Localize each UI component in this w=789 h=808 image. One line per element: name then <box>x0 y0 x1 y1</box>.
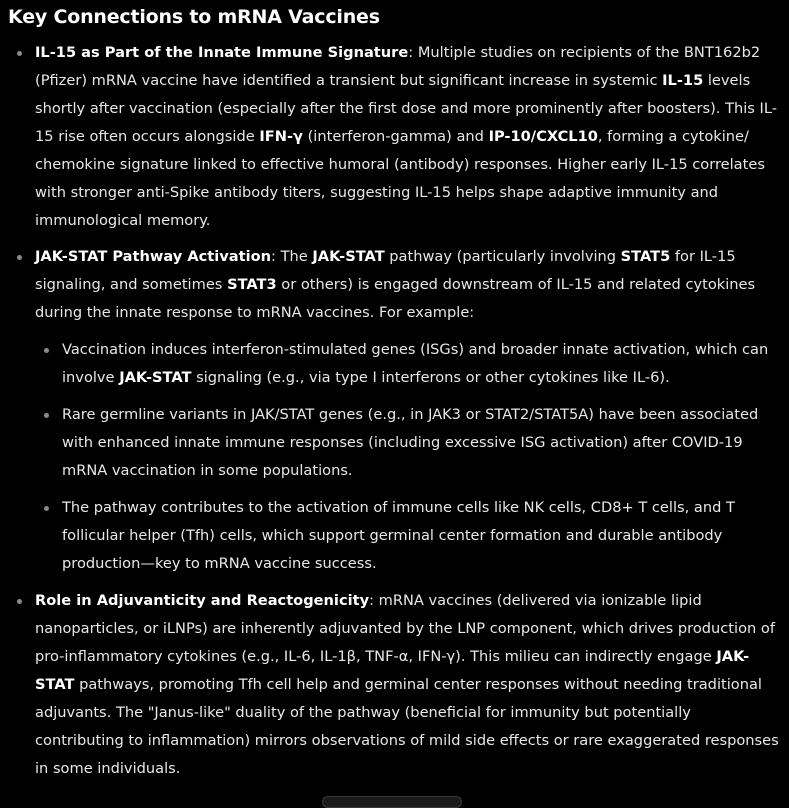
item-bold-term: IP-10/CXCL10 <box>488 128 598 145</box>
sub-item-text: The pathway contributes to the activation of immune cells like NK cells, CD8+ T cells, and T follicular helper (Tfh) cells, which support germinal center formation and durable antibody production—key to mRNA vaccine success. <box>62 499 735 572</box>
list-item-jak-stat <box>8 243 783 578</box>
scroll-to-bottom-button[interactable] <box>322 796 462 808</box>
section-heading: Key Connections to mRNA Vaccines <box>8 6 380 28</box>
item-text: , forming a cytokine/ chemokine signature linked to effective humoral (antibody) responses. Higher early IL-15 correlates with stronger anti-Spike antibody titers, suggesting IL-15 helps shape adaptive immunity and immunological memory. <box>35 128 765 229</box>
sub-item-bold-term: JAK-STAT <box>119 369 192 386</box>
item-bold-term: JAK-STAT <box>312 248 385 265</box>
item-title: Role in Adjuvanticity and Reactogenicity <box>35 592 370 609</box>
item-text: or others) is engaged downstream of IL-15 and related cytokines during the innate response to mRNA vaccines. For example: <box>35 276 756 321</box>
item-text: : The <box>271 248 313 265</box>
sub-item <box>35 336 783 392</box>
item-text: levels shortly after vaccination (especially after the first dose and more prominently after boosters). This IL-15 rise often occurs alongside <box>35 72 777 145</box>
list-item-adjuvanticity <box>8 587 783 783</box>
sub-item <box>35 401 783 485</box>
item-title: IL-15 as Part of the Innate Immune Signature <box>35 44 409 61</box>
item-text: for IL-15 signaling, and sometimes <box>35 248 736 293</box>
sub-item-text: Vaccination induces interferon-stimulated genes (ISGs) and broader innate activation, which can involve <box>62 341 769 386</box>
item-bold-term: IFN-γ <box>259 128 303 145</box>
connections-list <box>8 39 783 783</box>
item-text: : mRNA vaccines (delivered via ionizable lipid nanoparticles, or iLNPs) are inherently adjuvanted by the LNP component, which drives production of pro-inflammatory cytokines (e.g., IL-6, IL-1β, TNF-α, IFN-γ). This milieu can indirectly engage <box>35 592 775 665</box>
item-text: (interferon-gamma) and <box>302 128 489 145</box>
item-bold-term: STAT3 <box>227 276 277 293</box>
item-bold-term: STAT5 <box>620 248 671 265</box>
sub-list <box>35 336 783 578</box>
item-bold-term: IL-15 <box>662 72 704 89</box>
item-text: : Multiple studies on recipients of the BNT162b2 (Pfizer) mRNA vaccine have identified a transient but significant increase in systemic <box>35 44 761 89</box>
list-item-il15 <box>8 39 783 235</box>
item-text: pathway (particularly involving <box>384 248 621 265</box>
item-bold-term: JAK-STAT <box>35 648 750 693</box>
document-body <box>8 0 783 791</box>
sub-item <box>35 494 783 578</box>
sub-item-text: Rare germline variants in JAK/STAT genes (e.g., in JAK3 or STAT2/STAT5A) have been associated with enhanced innate immune responses (including excessive ISG activation) after COVID-19 mRNA vaccination in some populations. <box>62 406 759 479</box>
item-text: pathways, promoting Tfh cell help and germinal center responses without needing traditional adjuvants. The "Janus-like" duality of the pathway (beneficial for immunity but potentially contributing to inflammation) mirrors observations of mild side effects or rare exaggerated responses in some individuals. <box>35 676 779 777</box>
sub-item-text: signaling (e.g., via type I interferons or other cytokines like IL-6). <box>191 369 670 386</box>
item-title: JAK-STAT Pathway Activation <box>35 248 272 265</box>
